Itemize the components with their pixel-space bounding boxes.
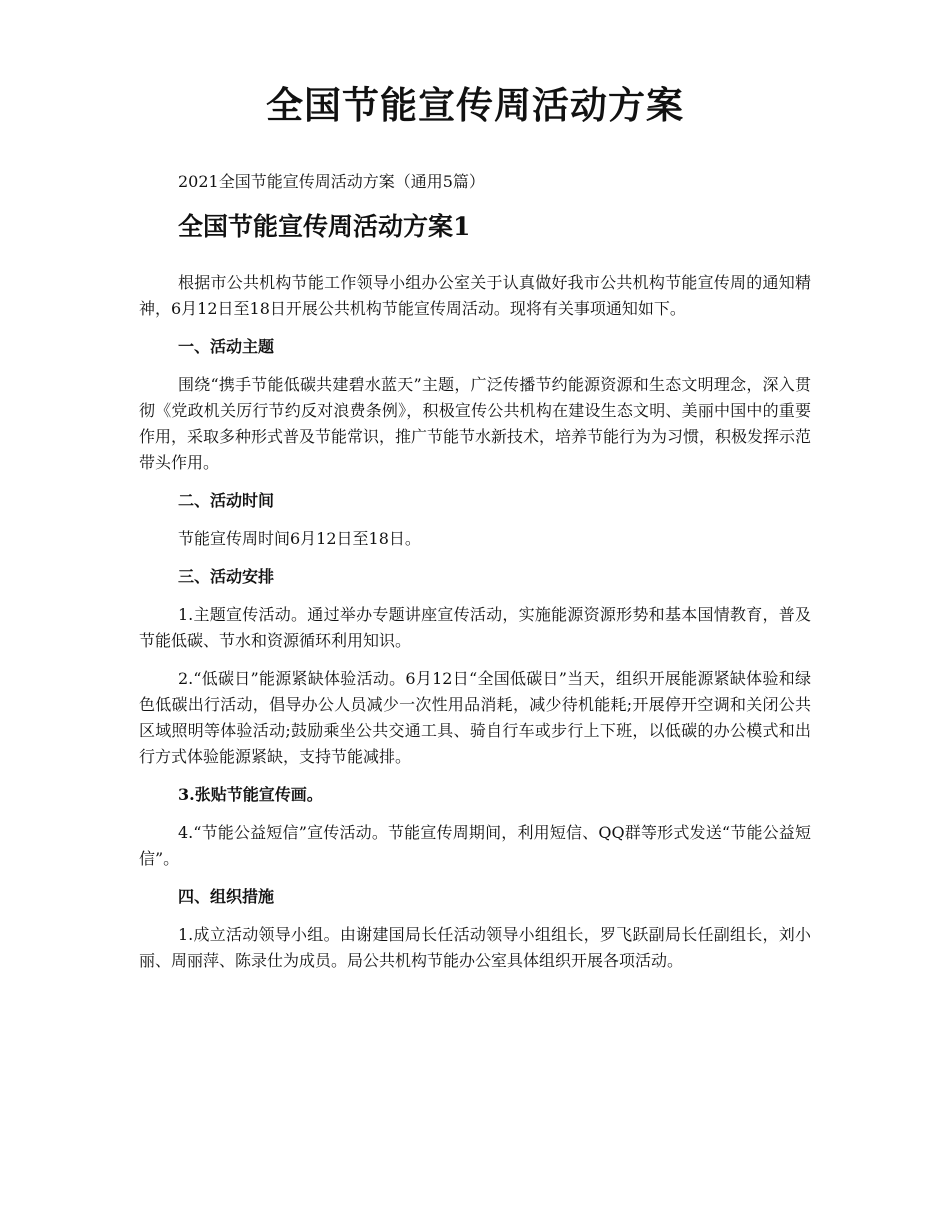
intro-paragraph: 根据市公共机构节能工作领导小组办公室关于认真做好我市公共机构节能宣传周的通知精神，6月12日至18日开展公共机构节能宣传周活动。现将有关事项通知如下。 [139, 273, 811, 318]
arrangement-item-3: 3.张贴节能宣传画。 [178, 785, 323, 804]
theme-paragraph: 围绕“携手节能低碳共建碧水蓝天”主题，广泛传播节约能源资源和生态文明理念，深入贯彻《党政机关厉行节约反对浪费条例》，积极宣传公共机构在建设生态文明、美丽中国中的重要作用，采取多种形式普及节能常识，推广节能节水新技术，培养节能行为为习惯，积极发挥示范带头作用。 [139, 375, 812, 472]
section-heading: 全国节能宣传周活动方案1 [178, 212, 471, 241]
document-title: 全国节能宣传周活动方案 [266, 83, 684, 127]
document-body [139, 270, 811, 986]
heading-organization-measures: 四、组织措施 [178, 887, 275, 906]
arrangement-item-1: 1.主题宣传活动。通过举办专题讲座宣传活动，实施能源资源形势和基本国情教育，普及节能低碳、节水和资源循环利用知识。 [139, 605, 811, 650]
arrangement-item-4: 4.“节能公益短信”宣传活动。节能宣传周期间，利用短信、QQ群等形式发送“节能公益短信”。 [139, 823, 811, 868]
heading-activity-theme: 一、活动主题 [178, 337, 275, 356]
arrangement-item-2: 2.“低碳日”能源紧缺体验活动。6月12日“全国低碳日”当天，组织开展能源紧缺体验和绿色低碳出行活动，倡导办公人员减少一次性用品消耗，减少待机能耗;开展停开空调和关闭公共区域照明等体验活动;鼓励乘坐公共交通工具、骑自行车或步行上下班，以低碳的办公模式和出行方式体验能源紧缺，支持节能减排。 [139, 669, 811, 766]
heading-activity-arrangement: 三、活动安排 [178, 567, 275, 586]
document-subtitle: 2021全国节能宣传周活动方案（通用5篇） [178, 172, 485, 191]
time-paragraph: 节能宣传周时间6月12日至18日。 [178, 529, 421, 548]
heading-activity-time: 二、活动时间 [178, 491, 275, 510]
measure-item-1: 1.成立活动领导小组。由谢建国局长任活动领导小组组长，罗飞跃副局长任副组长，刘小丽、周丽萍、陈录仕为成员。局公共机构节能办公室具体组织开展各项活动。 [139, 925, 811, 970]
